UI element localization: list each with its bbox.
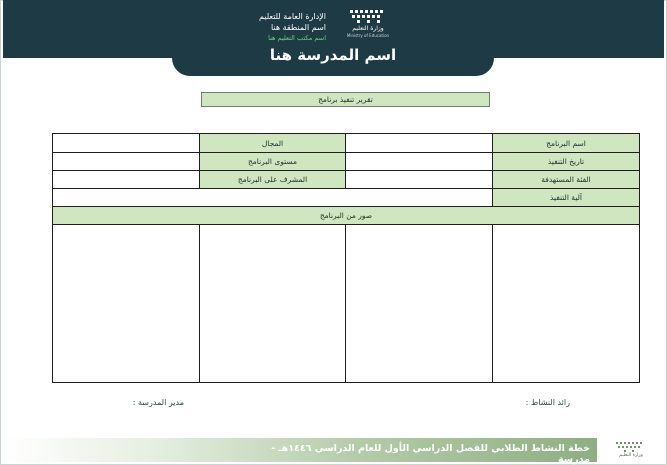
report-title: تقرير تنفيذ برنامج [201, 92, 490, 107]
ministry-logo [340, 9, 396, 43]
label-program-name: اسم البرنامج [493, 134, 640, 153]
value-program-level[interactable] [53, 153, 200, 171]
label-program-level: مستوى البرنامج [200, 153, 346, 171]
footer-plan-text: خطة النشاط الطلابي للفصل الدراسي الأول للعام الدراسي ١٤٤٦هـ - مدرسة [271, 443, 590, 465]
footer-logo-text: وزارة التعليم [619, 453, 643, 458]
ministry-name-ar: وزارة التعليم [352, 25, 384, 32]
label-target-group: الفئة المستهدفة [493, 171, 640, 189]
ministry-name-en: Ministry of Education [346, 33, 390, 38]
label-supervisor: المشرف على البرنامج [200, 171, 346, 189]
program-report-table [52, 133, 640, 383]
value-supervisor[interactable] [53, 171, 200, 189]
image-slot-3[interactable] [200, 225, 346, 383]
footer-ministry-logo [606, 441, 656, 461]
value-target-group[interactable] [346, 171, 493, 189]
value-execution-date[interactable] [346, 153, 493, 171]
admin-line-office: اسم مكتب التعليم هنا [268, 34, 326, 42]
admin-line-general: الإدارة العامة للتعليم [259, 12, 326, 21]
ministry-logo-icon [348, 9, 388, 23]
value-execution-mechanism[interactable] [53, 189, 493, 207]
value-program-name[interactable] [346, 134, 493, 153]
image-slot-4[interactable] [53, 225, 200, 383]
label-execution-date: تاريخ التنفيذ [493, 153, 640, 171]
admin-line-region: اسم المنطقة هنا [270, 23, 326, 32]
signature-school-principal: مدير المدرسة : [132, 398, 184, 407]
signature-activity-leader: رائد النشاط : [525, 398, 570, 407]
image-slot-1[interactable] [493, 225, 640, 383]
school-name: اسم المدرسة هنا [269, 46, 397, 64]
footer-logo-icon [615, 441, 647, 452]
administration-block [216, 11, 326, 44]
image-slot-2[interactable] [346, 225, 493, 383]
label-program-images: صور من البرنامج [53, 207, 640, 225]
value-field[interactable] [53, 134, 200, 153]
label-execution-mechanism: آلية التنفيذ [493, 189, 640, 207]
label-field: المجال [200, 134, 346, 153]
